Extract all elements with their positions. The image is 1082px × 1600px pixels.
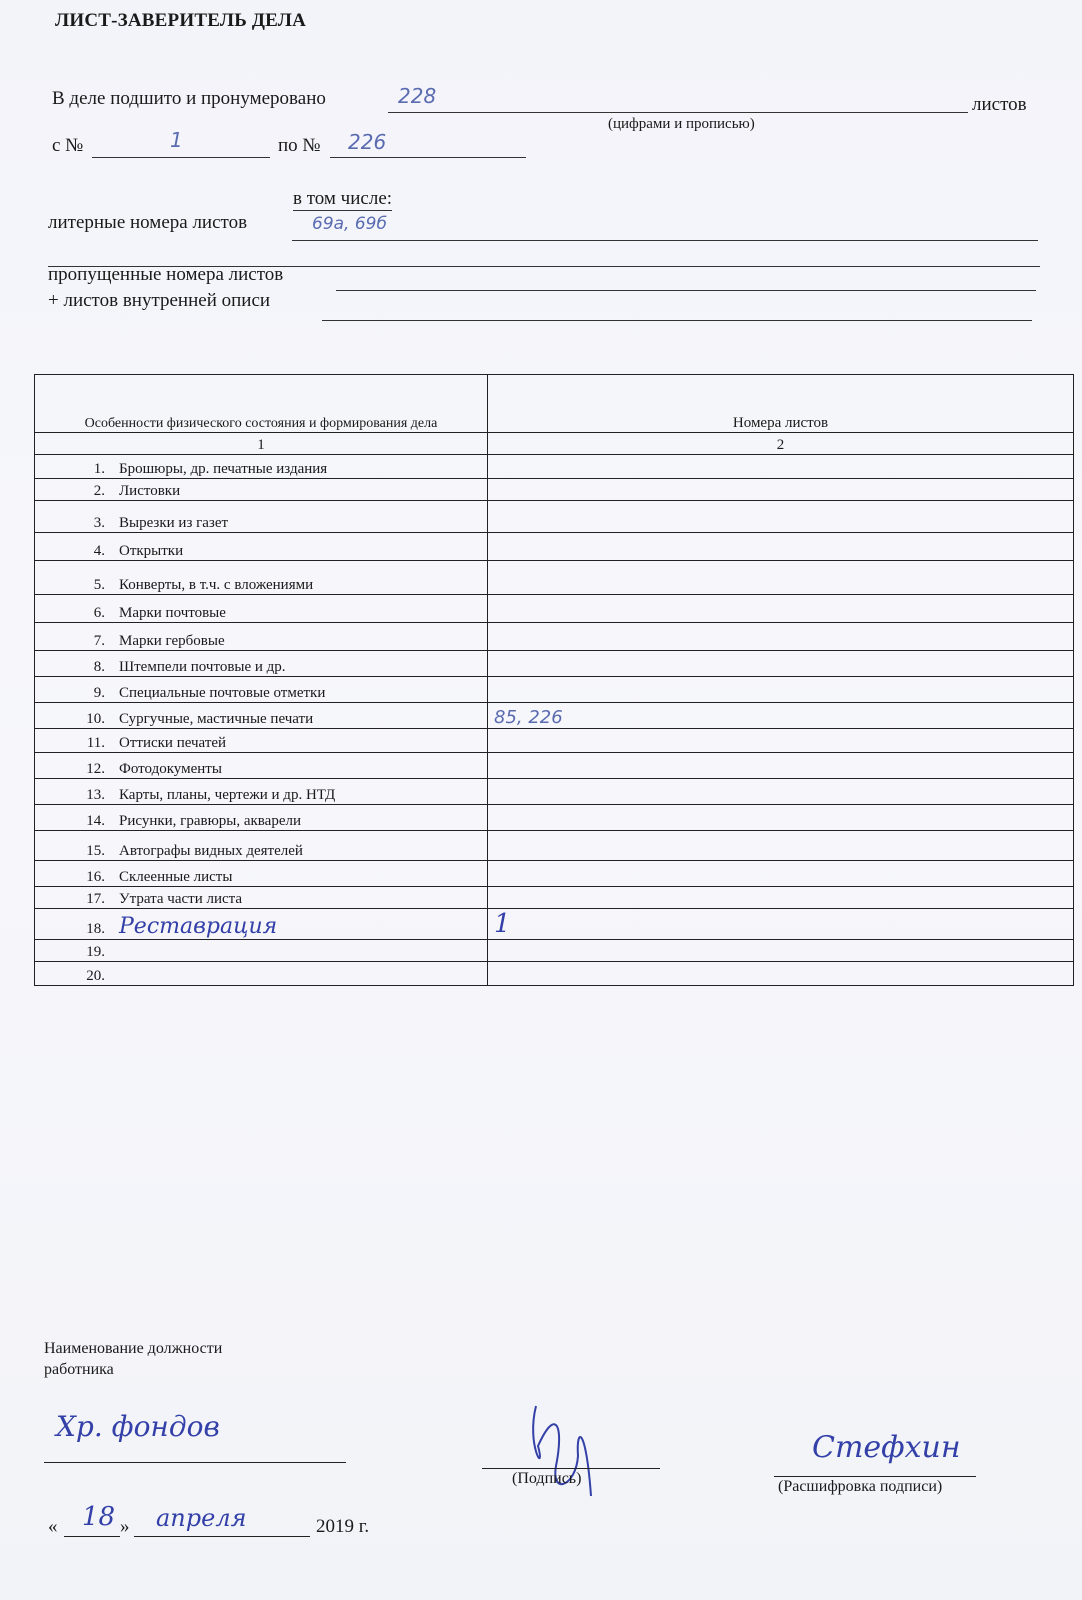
row-label: Карты, планы, чертежи и др. НТД bbox=[119, 787, 336, 803]
row-feature-cell bbox=[35, 753, 488, 779]
row-feature-cell bbox=[35, 623, 488, 651]
decode-label: (Расшифровка подписи) bbox=[778, 1478, 943, 1495]
table-row bbox=[35, 779, 1074, 805]
date-year: 2019 г. bbox=[316, 1516, 370, 1537]
row-number: 18. bbox=[86, 921, 105, 937]
table-header-pages: Номера листов bbox=[488, 375, 1074, 433]
row-feature-cell bbox=[35, 861, 488, 887]
position-value: Хр. фондов bbox=[56, 1410, 220, 1443]
range-to-underline bbox=[330, 157, 526, 158]
row-pages-cell bbox=[488, 651, 1074, 677]
row-feature-cell bbox=[35, 595, 488, 623]
row-pages-cell bbox=[488, 779, 1074, 805]
letter-numbers-underline bbox=[292, 240, 1038, 241]
row-pages-cell bbox=[488, 677, 1074, 703]
letter-numbers-label: литерные номера листов bbox=[48, 212, 248, 233]
date-open-quote: « bbox=[48, 1516, 58, 1537]
table-row bbox=[35, 940, 1074, 962]
table-row bbox=[35, 533, 1074, 561]
row-feature-cell bbox=[35, 779, 488, 805]
row-number: 19. bbox=[86, 944, 105, 960]
row-pages-cell bbox=[488, 703, 1074, 729]
row-number: 15. bbox=[86, 843, 105, 859]
row-pages-cell bbox=[488, 595, 1074, 623]
row-pages-cell bbox=[488, 455, 1074, 479]
row-number: 9. bbox=[93, 685, 105, 701]
range-to-label: по № bbox=[278, 135, 321, 156]
row-feature-cell bbox=[35, 561, 488, 595]
row-number: 12. bbox=[86, 761, 105, 777]
row-feature-cell bbox=[35, 962, 488, 986]
row-number: 16. bbox=[86, 869, 105, 885]
row-feature-cell bbox=[35, 831, 488, 861]
row-number: 4. bbox=[93, 543, 105, 559]
row-pages-value: 1 bbox=[494, 909, 511, 939]
position-underline bbox=[44, 1462, 346, 1463]
row-pages-cell bbox=[488, 805, 1074, 831]
document-title: ЛИСТ-ЗАВЕРИТЕЛЬ ДЕЛА bbox=[55, 10, 307, 31]
row-pages-cell bbox=[488, 861, 1074, 887]
decode-underline bbox=[774, 1476, 976, 1477]
range-from-underline bbox=[92, 157, 270, 158]
table-row bbox=[35, 805, 1074, 831]
table-row bbox=[35, 703, 1074, 729]
row-pages-cell bbox=[488, 753, 1074, 779]
row-number: 5. bbox=[93, 577, 105, 593]
table-row bbox=[35, 479, 1074, 501]
sewn-hint: (цифрами и прописью) bbox=[608, 116, 755, 132]
row-feature-cell bbox=[35, 887, 488, 909]
row-number: 7. bbox=[93, 633, 105, 649]
row-label: Марки гербовые bbox=[119, 633, 225, 649]
table-row bbox=[35, 595, 1074, 623]
row-pages-cell bbox=[488, 831, 1074, 861]
sewn-underline bbox=[388, 112, 968, 113]
row-feature-cell bbox=[35, 703, 488, 729]
row-feature-cell bbox=[35, 805, 488, 831]
row-pages-cell bbox=[488, 501, 1074, 533]
row-number: 2. bbox=[93, 483, 105, 499]
row-feature-cell bbox=[35, 677, 488, 703]
table-header-features: Особенности физического состояния и формирования дела bbox=[35, 375, 488, 433]
row-feature-cell bbox=[35, 501, 488, 533]
row-number: 17. bbox=[86, 891, 105, 907]
table-row bbox=[35, 962, 1074, 986]
signature-label: (Подпись) bbox=[512, 1470, 582, 1487]
row-pages-cell bbox=[488, 887, 1074, 909]
row-number: 10. bbox=[86, 711, 105, 727]
row-label: Конверты, в т.ч. с вложениями bbox=[119, 577, 314, 593]
row-label: Склеенные листы bbox=[119, 869, 233, 885]
table-row bbox=[35, 729, 1074, 753]
row-pages-cell bbox=[488, 962, 1074, 986]
table-row bbox=[35, 861, 1074, 887]
internal-inventory-label: + листов внутренней описи bbox=[48, 290, 271, 311]
row-pages-cell bbox=[488, 623, 1074, 651]
features-table bbox=[34, 374, 1074, 986]
row-label: Листовки bbox=[119, 483, 181, 499]
table-row bbox=[35, 831, 1074, 861]
row-label: Марки почтовые bbox=[119, 605, 226, 621]
row-feature-cell bbox=[35, 651, 488, 677]
missing-numbers-underline bbox=[336, 290, 1036, 291]
row-label: Реставрация bbox=[119, 914, 278, 939]
sewn-prefix: В деле подшито и пронумеровано bbox=[52, 88, 326, 109]
row-label: Фотодокументы bbox=[119, 761, 222, 777]
row-feature-cell bbox=[35, 729, 488, 753]
row-pages-cell bbox=[488, 909, 1074, 940]
including-label: в том числе: bbox=[293, 188, 393, 209]
table-row bbox=[35, 753, 1074, 779]
row-label: Утрата части листа bbox=[119, 891, 243, 907]
table-row bbox=[35, 623, 1074, 651]
row-number: 8. bbox=[93, 659, 105, 675]
row-label: Автографы видных деятелей bbox=[119, 843, 303, 859]
range-from-value: 1 bbox=[170, 128, 183, 152]
row-feature-cell bbox=[35, 479, 488, 501]
date-day: 18 bbox=[82, 1502, 116, 1532]
table-row bbox=[35, 909, 1074, 940]
sewn-count-value: 228 bbox=[398, 84, 437, 108]
row-feature-cell bbox=[35, 940, 488, 962]
row-feature-cell bbox=[35, 909, 488, 940]
row-label: Открытки bbox=[119, 543, 184, 559]
table-row bbox=[35, 887, 1074, 909]
row-feature-cell bbox=[35, 533, 488, 561]
row-label: Штемпели почтовые и др. bbox=[119, 659, 286, 675]
table-row bbox=[35, 651, 1074, 677]
range-to-value: 226 bbox=[348, 130, 387, 154]
table-row bbox=[35, 677, 1074, 703]
date-close-quote: » bbox=[120, 1516, 130, 1537]
row-number: 20. bbox=[86, 968, 105, 984]
row-label: Брошюры, др. печатные издания bbox=[119, 461, 328, 477]
table-row bbox=[35, 501, 1074, 533]
row-feature-cell bbox=[35, 455, 488, 479]
table-row bbox=[35, 561, 1074, 595]
signature-underline bbox=[482, 1468, 660, 1469]
signature-decode-value: Стефхин bbox=[812, 1430, 961, 1465]
row-label: Рисунки, гравюры, акварели bbox=[119, 813, 302, 829]
row-pages-cell bbox=[488, 940, 1074, 962]
letter-numbers-value: 69а, 69б bbox=[312, 214, 387, 234]
date-month: апреля bbox=[156, 1504, 247, 1532]
row-label: Оттиски печатей bbox=[119, 735, 227, 751]
row-number: 13. bbox=[86, 787, 105, 803]
table-row bbox=[35, 455, 1074, 479]
sewn-suffix: листов bbox=[972, 94, 1027, 115]
range-from-label: с № bbox=[52, 135, 84, 156]
internal-inventory-underline bbox=[322, 320, 1032, 321]
row-number: 14. bbox=[86, 813, 105, 829]
row-pages-value: 85, 226 bbox=[494, 707, 563, 728]
row-label: Вырезки из газет bbox=[119, 515, 229, 531]
row-pages-cell bbox=[488, 561, 1074, 595]
row-number: 3. bbox=[93, 515, 105, 531]
row-number: 6. bbox=[93, 605, 105, 621]
missing-numbers-label: пропущенные номера листов bbox=[48, 264, 284, 285]
row-number: 1. bbox=[93, 461, 105, 477]
date-day-underline bbox=[64, 1536, 120, 1537]
row-label: Специальные почтовые отметки bbox=[119, 685, 326, 701]
date-month-underline bbox=[134, 1536, 310, 1537]
row-pages-cell bbox=[488, 479, 1074, 501]
position-label: Наименование должности работника bbox=[44, 1340, 223, 1378]
signature-drawing bbox=[516, 1386, 606, 1506]
table-body bbox=[35, 455, 1074, 986]
row-number: 11. bbox=[86, 735, 105, 751]
table-colnum-1: 1 bbox=[35, 433, 488, 455]
row-pages-cell bbox=[488, 729, 1074, 753]
row-pages-cell bbox=[488, 533, 1074, 561]
row-label: Сургучные, мастичные печати bbox=[119, 711, 314, 727]
table-colnum-2: 2 bbox=[488, 433, 1074, 455]
